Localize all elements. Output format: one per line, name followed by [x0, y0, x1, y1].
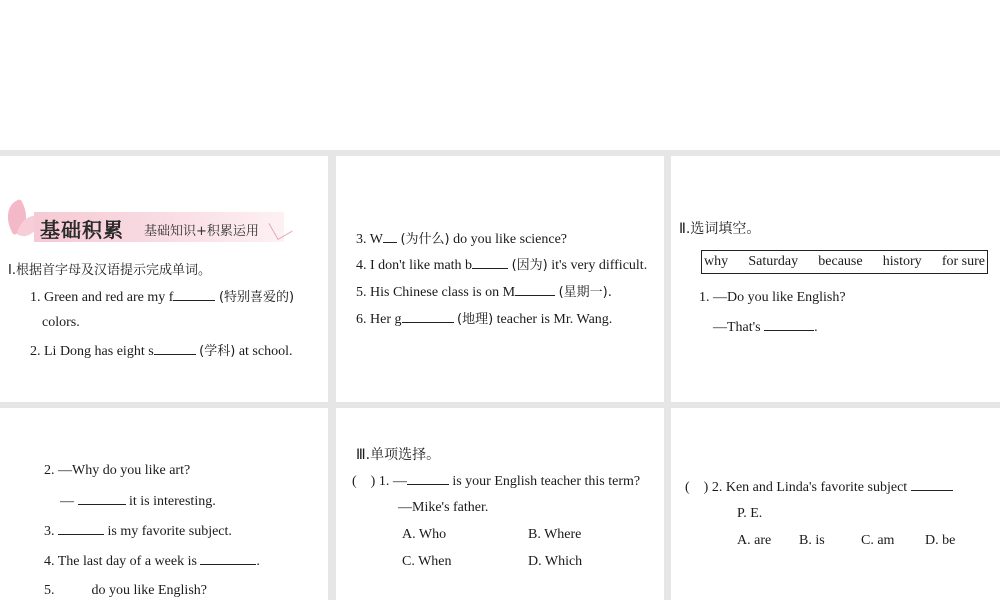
answer-blank[interactable] [58, 522, 104, 535]
answer-blank [911, 478, 953, 491]
question-3: 3. is my favorite subject. [44, 524, 232, 539]
question-1-reply: —That's . [713, 320, 818, 335]
answer-blank[interactable] [515, 283, 555, 296]
question-1: 1. Green and red are my f (特别喜爱的) [30, 290, 295, 305]
option-a[interactable]: A. Who [402, 527, 447, 542]
option-b[interactable]: B. Where [528, 527, 582, 542]
panel-5 [336, 408, 664, 600]
question-4: 4. I don't like math b (因为) it's very difficult. [356, 258, 648, 273]
word-option: Saturday [748, 254, 799, 269]
question-1-answer: —Mike's father. [398, 500, 489, 515]
answer-blank[interactable] [764, 318, 814, 331]
top-blank-area [0, 0, 1000, 150]
question-2: ( ) 2. Ken and Linda's favorite subject [685, 478, 953, 497]
option-a[interactable]: A. are [737, 533, 772, 548]
answer-blank[interactable] [58, 581, 88, 594]
panel-4 [0, 408, 328, 600]
answer-blank[interactable] [154, 342, 196, 355]
question-1-cont: colors. [42, 315, 80, 330]
word-option: because [818, 254, 863, 269]
question-2-reply: — it is interesting. [60, 494, 216, 509]
question-5: 5. His Chinese class is on M (星期一). [356, 285, 612, 300]
answer-blank[interactable] [472, 256, 508, 269]
option-b[interactable]: B. is [799, 533, 825, 548]
question-5: 5. do you like English? [44, 583, 207, 598]
word-option: history [882, 254, 922, 269]
answer-blank[interactable] [383, 230, 397, 243]
word-option: for sure [941, 254, 985, 269]
question-6: 6. Her g (地理) teacher is Mr. Wang. [356, 312, 613, 327]
answer-blank[interactable] [402, 310, 454, 323]
question-4: 4. The last day of a week is . [44, 554, 260, 569]
panel-6 [671, 408, 1000, 600]
answer-blank[interactable] [173, 288, 215, 301]
section-title: Ⅱ.选词填空。 [679, 221, 761, 237]
banner-subtitle: 基础知识+积累运用 [144, 224, 259, 239]
banner-title: 基础积累 [40, 218, 124, 242]
question-2-prompt: 2. —Why do you like art? [44, 463, 191, 478]
answer-paren[interactable]: ( ) [352, 474, 376, 489]
question-1: ( ) 1. — is your English teacher this term? [352, 474, 641, 489]
section-title: Ⅲ.单项选择。 [356, 447, 441, 463]
panel-2 [336, 156, 664, 402]
option-c[interactable]: C. When [402, 554, 452, 569]
question-1-prompt: 1. —Do you like English? [699, 290, 846, 305]
question-2: 2. Li Dong has eight s (学科) at school. [30, 344, 293, 359]
answer-blank[interactable] [200, 552, 256, 565]
answer-blank [407, 472, 449, 485]
slide-grid [0, 150, 1000, 600]
option-d[interactable]: D. be [925, 533, 956, 548]
option-d[interactable]: D. Which [528, 554, 583, 569]
answer-blank[interactable] [78, 492, 126, 505]
option-c[interactable]: C. am [861, 533, 895, 548]
answer-paren[interactable]: ( ) [685, 480, 709, 495]
section-banner [6, 200, 296, 252]
section-title: Ⅰ.根据首字母及汉语提示完成单词。 [8, 263, 211, 278]
word-bank [701, 250, 988, 274]
panel-1 [0, 156, 328, 402]
panel-3 [671, 156, 1000, 402]
question-3: 3. W (为什么) do you like science? [356, 232, 568, 247]
word-option: why [704, 254, 729, 269]
question-2-cont: P. E. [737, 506, 763, 521]
